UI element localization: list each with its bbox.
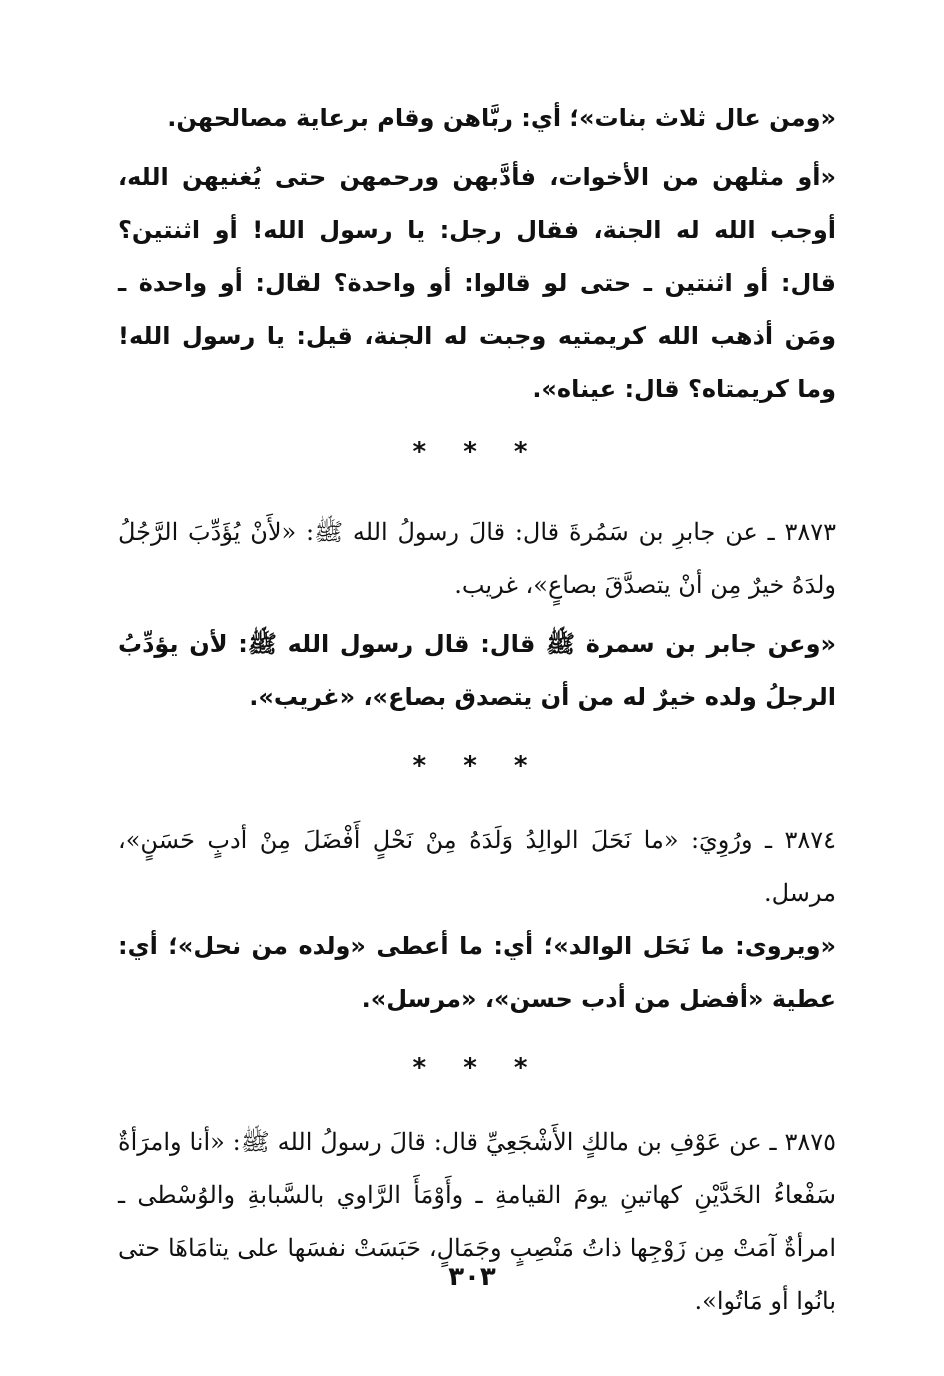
page-body <box>118 92 836 1328</box>
commentary-3874: «ويروى: ما نَحَل الوالد»؛ أي: ما أعطى «ولده من نحل»؛ أي: عطية «أفضل من أدب حسن»، «مرسل». <box>118 932 836 1013</box>
hadith-3874: ٣٨٧٤ ـ ورُوِيَ: «ما نَحَلَ الوالِدُ وَلَدَهُ مِنْ نَحْلٍ أَفْضَلَ مِنْ أدبٍ حَسَنٍ»، مرسل. <box>118 826 836 907</box>
page-number: ٣٠٣ <box>448 1262 496 1292</box>
section-separator-3: * * * <box>412 1053 542 1083</box>
commentary-3873: «وعن جابر بن سمرة ﷺ قال: قال رسول الله ﷺ: لأن يؤدِّبُ الرجلُ ولده خيرٌ له من أن يتصدق بصاع»، «غريب». <box>118 630 836 711</box>
hadith-3875: ٣٨٧٥ ـ عن عَوْفِ بن مالكٍ الأَشْجَعِيِّ قال: قالَ رسولُ الله ﷺ: «أنا وامرَأةٌ سَفْعاءُ الخَدَّيْنِ كهاتينِ يومَ القيامةِ ـ وأَوْمَأَ الرَّاوي بالسَّبابةِ والوُسْطى ـ امرأةٌ آمَتْ مِن زَوْجِها ذاتُ مَنْصِبٍ وجَمَالٍ، حَبَسَتْ نفسَها على يتامَاهَا حتى بانُوا أو مَاتُوا». <box>118 1128 837 1315</box>
commentary-paragraph-2: «أو مثلهن من الأخوات، فأدَّبهن ورحمهن حتى يُغنيهن الله، أوجب الله له الجنة، فقال رجل: يا رسول الله! أو اثنتين؟ قال: أو اثنتين ـ حتى لو قالوا: أو واحدة؟ لقال: أو واحدة ـ ومَن أذهب الله كريمتيه وجبت له الجنة، قيل: يا رسول الله! وما كريمتاه؟ قال: عيناه». <box>118 163 836 403</box>
section-separator-1: * * * <box>412 437 542 467</box>
hadith-3873: ٣٨٧٣ ـ عن جابرِ بن سَمُرةَ قال: قالَ رسولُ الله ﷺ: «لأَنْ يُؤَدِّبَ الرَّجُلُ ولدَهُ خيرٌ مِن أنْ يتصدَّقَ بصاعٍ»، غريب. <box>118 518 836 599</box>
section-separator-2: * * * <box>412 751 542 781</box>
commentary-paragraph-1: «ومن عال ثلاث بنات»؛ أي: ربَّاهن وقام برعاية مصالحهن. <box>167 104 836 132</box>
